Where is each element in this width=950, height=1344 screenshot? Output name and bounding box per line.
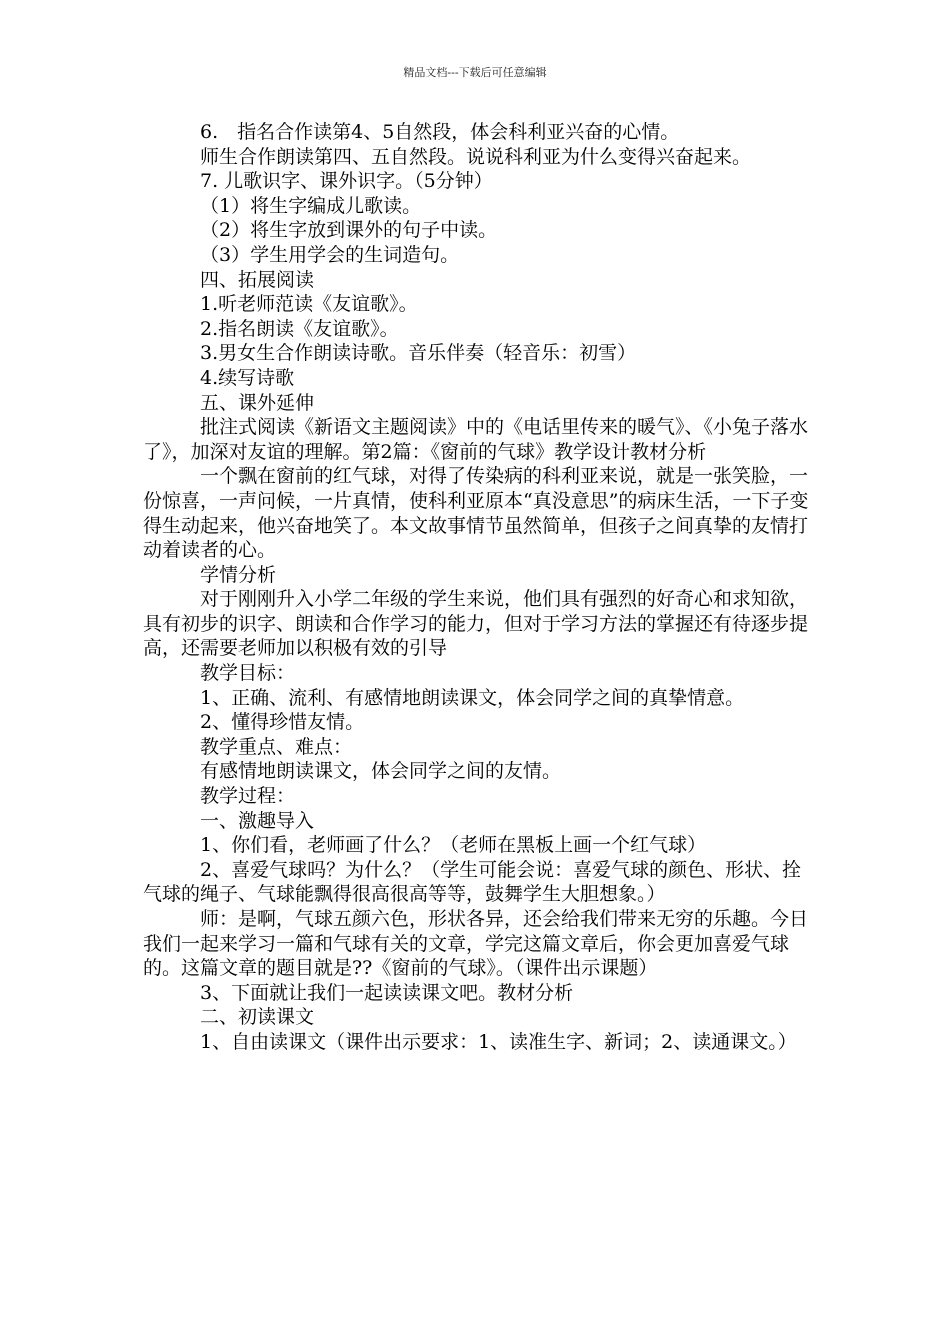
document-body <box>143 120 813 1055</box>
paragraph: （3）学生用学会的生词造句。 <box>200 243 460 266</box>
paragraph: 7. 儿歌识字、课外识字。（5分钟） <box>200 170 493 193</box>
paragraph: 1、正确、流利、有感情地朗读课文，体会同学之间的真挚情意。 <box>200 686 745 709</box>
paragraph: 一个飘在窗前的红气球，对得了传染病的科利亚来说，就是一张笑脸，一份惊喜，一声问候，一片真情，使科利亚原本“真没意思”的病床生活，一下子变得生动起来，他兴奋地笑了。本文故事情节虽然简单，但孩子之间真挚的友情打动着读者的心。 <box>143 465 809 562</box>
paragraph: 4.续写诗歌 <box>200 366 295 389</box>
section-heading: 二、初读课文 <box>200 1006 315 1029</box>
paragraph: （1）将生字编成儿歌读。 <box>200 194 422 217</box>
paragraph: 1、自由读课文（课件出示要求：1、读准生字、新词；2、读通课文。） <box>200 1030 797 1053</box>
paragraph: 3、下面就让我们一起读读课文吧。教材分析 <box>200 981 574 1004</box>
paragraph: 2、懂得珍惜友情。 <box>200 711 365 734</box>
section-heading: 教学过程： <box>200 785 296 808</box>
paragraph: 批注式阅读《新语文主题阅读》中的《电话里传来的暖气》、《小兔子落水了》，加深对友谊的理解。第2篇：《窗前的气球》教学设计教材分析 <box>143 416 809 463</box>
section-heading: 教学目标： <box>200 662 296 685</box>
paragraph: （2）将生字放到课外的句子中读。 <box>200 219 498 242</box>
paragraph: 师：是啊，气球五颜六色，形状各异，还会给我们带来无穷的乐趣。今日我们一起来学习一篇和气球有关的文章，学完这篇文章后，你会更加喜爱气球的。这篇文章的题目就是??《窗前的气球》。（课件出示课题） <box>143 908 809 980</box>
section-heading: 一、激趣导入 <box>200 809 315 832</box>
paragraph: 1.听老师范读《友谊歌》。 <box>200 293 418 316</box>
paragraph: 对于刚刚升入小学二年级的学生来说，他们具有强烈的好奇心和求知欲，具有初步的识字、朗读和合作学习的能力，但对于学习方法的掌握还有待逐步提高，还需要老师加以积极有效的引导 <box>143 588 809 660</box>
paragraph: 2.指名朗读《友谊歌》。 <box>200 317 399 340</box>
section-heading: 教学重点、难点： <box>200 735 353 758</box>
section-heading: 四、拓展阅读 <box>200 268 315 291</box>
paragraph: 3.男女生合作朗读诗歌。音乐伴奏（轻音乐：初雪） <box>200 342 637 365</box>
section-heading: 学情分析 <box>200 563 277 586</box>
paragraph: 2、喜爱气球吗？为什么？（学生可能会说：喜爱气球的颜色、形状、拴气球的绳子、气球能飘得很高很高等等，鼓舞学生大胆想象。） <box>143 858 802 906</box>
paragraph: 有感情地朗读课文，体会同学之间的友情。 <box>200 760 562 783</box>
paragraph: 6. 指名合作读第4、5自然段，体会科利亚兴奋的心情。 <box>200 121 680 143</box>
section-heading: 五、课外延伸 <box>200 391 315 414</box>
page-header: 精品文档---下载后可任意编辑 <box>403 66 547 79</box>
paragraph: 1、你们看，老师画了什么？（老师在黑板上画一个红气球） <box>200 834 707 857</box>
paragraph: 师生合作朗读第四、五自然段。说说科利亚为什么变得兴奋起来。 <box>200 145 752 168</box>
